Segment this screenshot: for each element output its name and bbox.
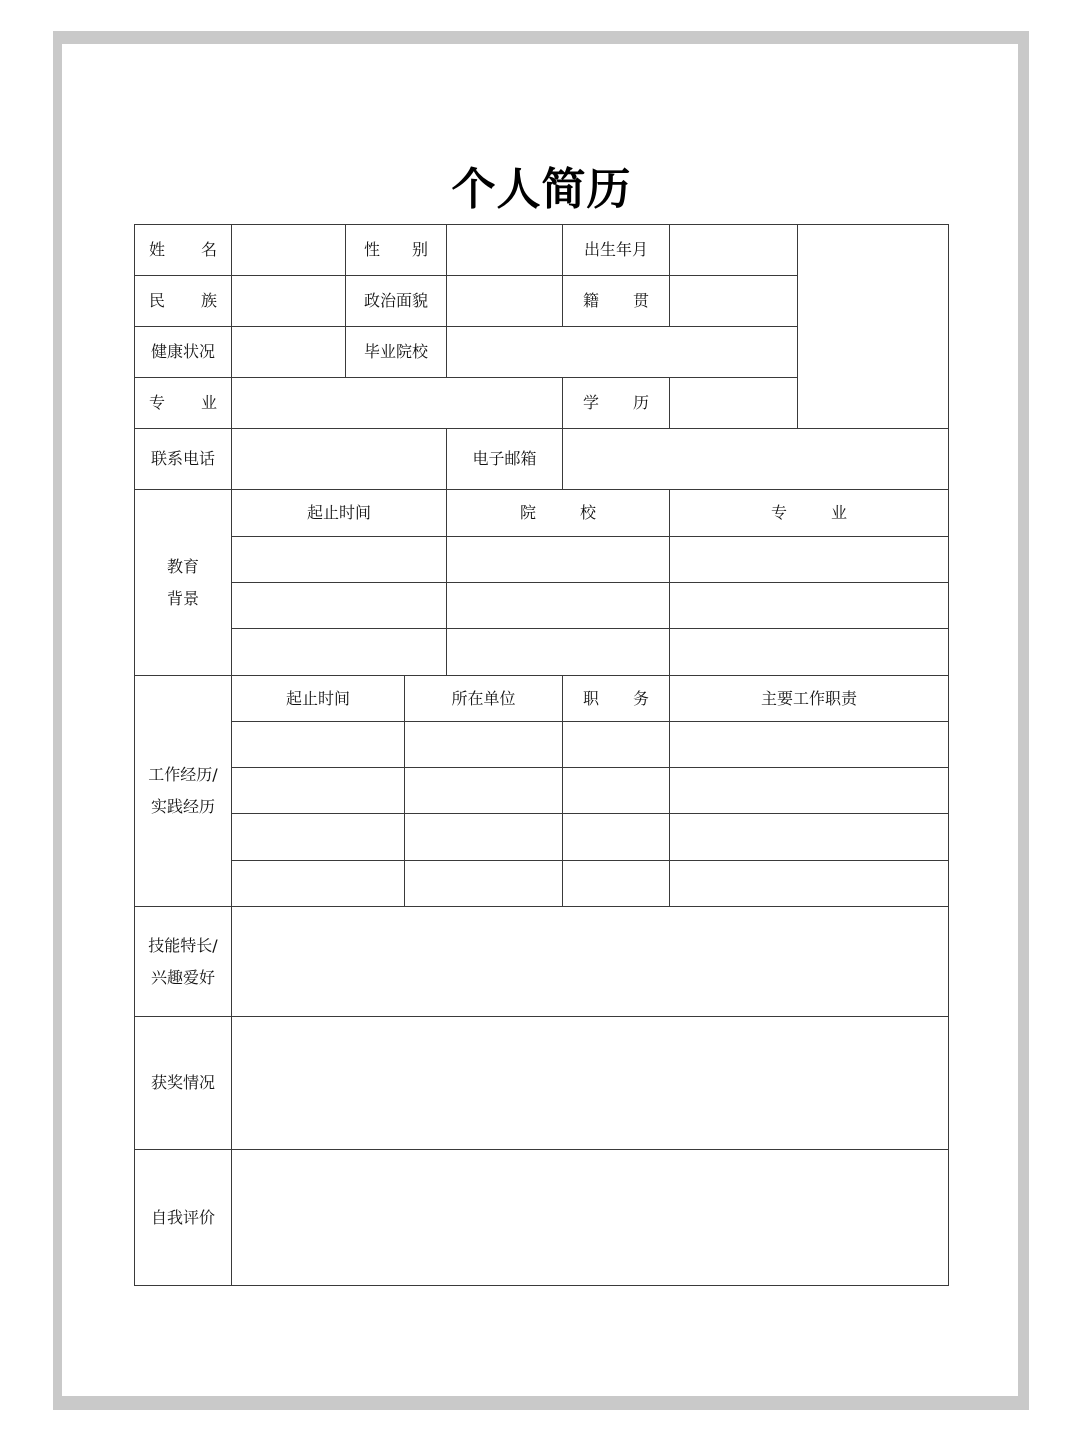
ethnic-field[interactable] (232, 276, 345, 326)
email-field[interactable] (563, 429, 948, 489)
degree-label: 学 历 (583, 393, 649, 412)
awards-label: 获奖情况 (150, 1073, 215, 1092)
degree-field[interactable] (670, 378, 797, 428)
edu-row[interactable] (232, 629, 948, 675)
health-label: 健康状况 (150, 342, 215, 361)
birth-field[interactable] (670, 225, 797, 275)
skills-label: 技能特长/ 兴趣爱好 (148, 935, 218, 987)
work-row[interactable] (232, 861, 948, 906)
name-label: 姓 名 (149, 240, 217, 259)
edu-row[interactable] (232, 537, 948, 582)
self-eval-label: 自我评价 (150, 1207, 215, 1227)
work-col-unit: 所在单位 (451, 688, 516, 708)
work-row[interactable] (232, 814, 948, 860)
major-field[interactable] (232, 378, 562, 428)
edu-row[interactable] (232, 583, 948, 628)
birth-label: 出生年月 (583, 240, 648, 259)
major-label: 专 业 (149, 393, 217, 412)
work-row[interactable] (232, 768, 948, 813)
edu-col-major: 专 业 (770, 503, 848, 522)
edu-col-school: 院 校 (519, 503, 597, 522)
page-title: 个人简历 (451, 164, 632, 215)
phone-field[interactable] (232, 429, 446, 489)
work-label: 工作经历/ 实践经历 (148, 765, 218, 816)
awards-field[interactable] (232, 1017, 948, 1149)
native-field[interactable] (670, 276, 797, 326)
ethnic-label: 民 族 (149, 291, 217, 310)
name-field[interactable] (232, 225, 345, 275)
work-col-position: 职 务 (583, 688, 649, 708)
political-label: 政治面貌 (363, 291, 428, 310)
phone-label: 联系电话 (150, 449, 215, 468)
work-col-duty: 主要工作职责 (760, 688, 857, 708)
school-label: 毕业院校 (363, 342, 428, 361)
gender-label: 性 别 (364, 240, 428, 259)
photo-area[interactable] (798, 225, 948, 428)
health-field[interactable] (232, 327, 345, 377)
self-eval-field[interactable] (232, 1150, 948, 1285)
edu-col-time: 起止时间 (306, 503, 371, 522)
native-label: 籍 贯 (583, 291, 649, 310)
school-field[interactable] (447, 327, 797, 377)
work-row[interactable] (232, 722, 948, 767)
political-field[interactable] (447, 276, 562, 326)
education-label: 教育 背景 (166, 556, 199, 608)
work-col-time: 起止时间 (285, 688, 350, 708)
skills-field[interactable] (232, 907, 948, 1016)
email-label: 电子邮箱 (472, 449, 537, 468)
gender-field[interactable] (447, 225, 562, 275)
